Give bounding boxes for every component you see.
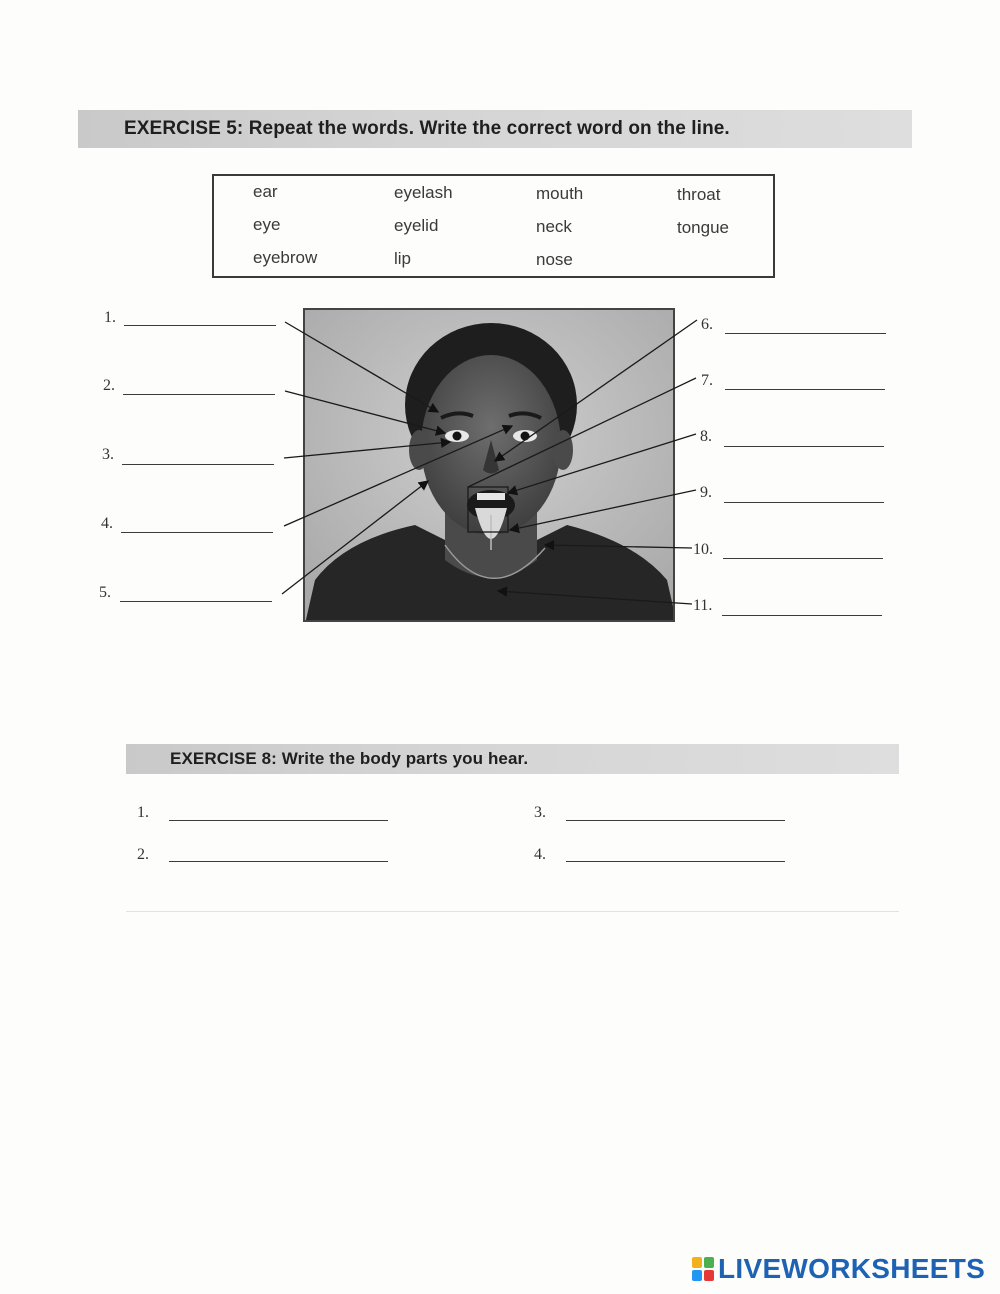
ex8-answer-line-2[interactable]: [169, 861, 388, 862]
label-number: 1.: [137, 804, 149, 821]
pointer-line-4: [284, 426, 512, 526]
pointer-line-1: [285, 322, 438, 412]
pointer-line-8: [508, 434, 696, 493]
word-bank-item: lip: [394, 249, 412, 268]
label-number: 1.: [104, 309, 116, 326]
word-bank-item: tongue: [677, 218, 729, 237]
ex8-answer-line-1[interactable]: [169, 820, 388, 821]
word-bank-item: ear: [253, 182, 278, 201]
liveworksheets-logo[interactable]: [692, 1253, 985, 1285]
ex8-answer-line-4[interactable]: [566, 861, 785, 862]
word-bank-item: eye: [253, 215, 281, 234]
label-number: 3.: [102, 446, 114, 463]
word-bank-item: throat: [677, 185, 721, 204]
pointer-line-3: [284, 442, 450, 458]
label-number: 4.: [534, 846, 546, 863]
word-bank-item: neck: [536, 217, 572, 236]
exercise-8-header: [126, 744, 899, 774]
pointer-line-6: [495, 320, 697, 461]
label-number: 4.: [101, 515, 113, 532]
exercise-8-title: EXERCISE 8: Write the body parts you hear.: [170, 749, 529, 768]
divider: [126, 911, 899, 912]
pointer-line-5: [282, 481, 428, 594]
label-number: 6.: [701, 316, 713, 333]
pointer-line-10: [545, 545, 692, 548]
label-number: 8.: [700, 428, 712, 445]
exercise-5-title: EXERCISE 5: Repeat the words. Write the correct word on the line.: [124, 118, 730, 139]
logo-text: LIVEWORKSHEETS: [718, 1253, 986, 1284]
pointer-line-11: [498, 591, 692, 604]
label-number: 2.: [137, 846, 149, 863]
word-bank-item: mouth: [536, 184, 584, 203]
pointer-line-7: [468, 378, 696, 487]
label-number: 5.: [99, 584, 111, 601]
ex8-answer-line-3[interactable]: [566, 820, 785, 821]
word-bank-item: eyelid: [394, 216, 439, 235]
word-bank-item: eyelash: [394, 183, 453, 202]
label-number: 7.: [701, 372, 713, 389]
pointer-line-2: [285, 391, 445, 433]
pointer-line-9: [510, 490, 696, 530]
label-number: 11.: [693, 597, 713, 614]
label-number: 9.: [700, 484, 712, 501]
liveworksheets-logo-icon: [692, 1257, 714, 1281]
label-number: 2.: [103, 377, 115, 394]
word-bank-item: eyebrow: [253, 248, 318, 267]
word-bank-item: nose: [536, 250, 573, 269]
label-number: 3.: [534, 804, 546, 821]
label-number: 10.: [693, 541, 713, 558]
mouth-box: [468, 487, 508, 532]
